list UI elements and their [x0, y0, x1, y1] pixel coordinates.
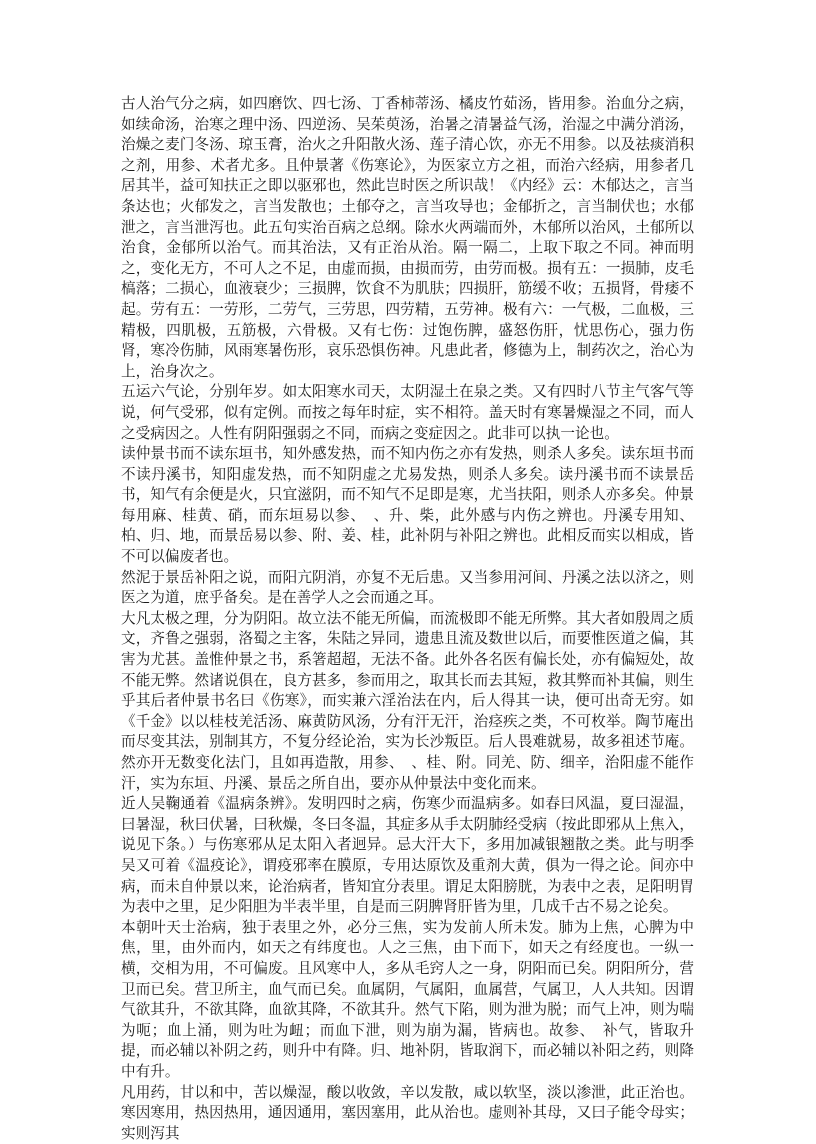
paragraph-yongyao: 凡用药，甘以和中，苦以燥湿，酸以收敛，辛以发散，咸以软坚，淡以渗泄，此正治也。寒因寒用，热因热用，通因通用，塞因塞用，此从治也。虚则补其母，又曰子能令母实；实则泻其 [121, 1083, 694, 1144]
paragraph-zhongjing-dongyuan: 读仲景书而不读东垣书，知外感发热，而不知内伤之亦有发热，则杀人多矣。读东垣书而不读丹溪书，知阳虚发热，而不知阴虚之尤易发热，则杀人多矣。读丹溪书而不读景岳书，知气有余便是火，只宜滋阴，而不知气不足即是寒，尤当扶阳，则杀人亦多矣。仲景每用麻、桂黄、硝，而东垣易以参、 、升、柴，此外感与内伤之辨也。丹溪专用知、柏、归、地，而景岳易以参、附、姜、桂，此补阴与补阳之辨也。此相反而实以相成，皆不可以偏废者也。 [121, 444, 694, 568]
paragraph-ye-tianshi: 本朝叶天士治病，独于表里之外，必分三焦，实为发前人所未发。肺为上焦，心脾为中焦，里，由外而内，如天之有纬度也。人之三焦，由下而下，如天之有经度也。一纵一横，交相为用，不可偏废。且风寒中人，多从毛窍人之一身，阴阳而已矣。阴阳所分，营卫而已矣。营卫所主，血气而已矣。血属阴，气属阳，血属营，气属卫，人人共知。因谓气欲其升，不欲其降，血欲其降，不欲其升。然气下陷，则为泄为脱；而气上冲，则为喘为呃；血上涌，则为吐为衄；而血下泄，则为崩为漏，皆病也。故参、 补气，皆取升提，而必辅以补阴之药，则升中有降。归、地补阴，皆取润下，而必辅以补阳之药，则降中有升。 [121, 918, 694, 1083]
paragraph-wuyun-liuqi: 五运六气论，分别年岁。如太阳寒水司天，太阴湿土在泉之类。又有四时八节主气客气等说，何气受邪，似有定例。而按之每年时症，实不相符。盖天时有寒暑燥湿之不同，而人之受病因之。人性有阴阳强弱之不同，而病之变症因之。此非可以执一论也。 [121, 382, 694, 444]
paragraph-jingyue: 然泥于景岳补阳之说，而阳亢阴消，亦复不无后患。又当参用河间、丹溪之法以济之，则医之为道，庶乎备矣。是在善学人之会而通之耳。 [121, 568, 694, 609]
paragraph-taiji: 大凡太极之理，分为阴阳。故立法不能无所偏，而流极即不能无所弊。其大者如殷周之质文，齐鲁之强弱，洛蜀之主客，朱陆之异同，遗患且流及数世以后，而要惟医道之偏，其害为尤甚。盖惟仲景之书，系箸超超，无法不备。此外各名医有偏长处，亦有偏短处，故不能无弊。然诸说俱在，良方甚多，参而用之，取其长而去其短，救其弊而补其偏，则生乎其后者仲景书名曰《伤寒》，而实兼六淫治法在内，后人得其一诀，便可出奇无穷。如《千金》以以桂枝羌活汤、麻黄防风汤，分有汗无汗，治痉疾之类，不可枚举。陶节庵出而尽变其法，别制其方，不复分经论治，实为长沙叛臣。后人畏难就易，故多祖述节庵。然亦开无数变化法门，且如再造散，用参、 、桂、附。同羌、防、细辛，治阳虚不能作汗，实为东垣、丹溪、景岳之所自出，要亦从仲景法中变化而来。 [121, 609, 694, 794]
paragraph-wen-bing: 近人吴鞠通着《温病条辨》。发明四时之病，伤寒少而温病多。如春曰风温，夏曰湿温，曰暑湿，秋曰伏暑，曰秋燥，冬曰冬温，其症多从手太阴肺经受病（按此即邪从上焦入，说见下条。）与伤寒邪从足太阳入者迥异。忌大汗大下，多用加减银翘散之类。此与明季吴又可着《温疫论》，谓疫邪率在膜原，专用达原饮及重剂大黄，俱为一得之论。间亦中病，而未自仲景以来，论治病者，皆知宜分表里。谓足太阳膀胱，为表中之表，足阳明胃为表中之里，足少阳胆为半表半里，自是而三阴脾肾肝皆为里，几成千古不易之论矣。 [121, 794, 694, 918]
paragraph-qifen: 古人治气分之病，如四磨饮、四七汤、丁香柿蒂汤、橘皮竹茹汤，皆用参。治血分之病，如续命汤，治寒之理中汤、四逆汤、吴茱萸汤，治暑之清暑益气汤，治湿之中满分消汤，治燥之麦门冬汤、琼玉膏，治火之升阳散火汤、莲子清心饮，亦无不用参。以及祛痰消积之剂，用参、术者尤多。且仲景著《伤寒论》，为医家立方之祖，而治六经病，用参者几居其半，益可知扶正之即以驱邪也，然此岂时医之所识哉！《内经》云：木郁达之，言当条达也；火郁发之，言当发散也；土郁夺之，言当攻导也；金郁折之，言当制伏也；水郁泄之，言当泄泻也。此五句实治百病之总纲。除水火两端而外，木郁所以治风，土郁所以治食，金郁所以治气。而其治法，又有正治从治。隔一隔二，上取下取之不同。神而明之，变化无方，不可人之不足，由虚而损，由损而劳，由劳而极。损有五：一损肺，皮毛槁落；二损心，血液衰少；三损脾，饮食不为肌肤；四损肝，筋缓不收；五损肾，骨痿不起。劳有五：一劳形，二劳气，三劳思，四劳精，五劳神。极有六：一气极，二血极，三精极，四肌极，五筋极，六骨极。又有七伤：过饱伤脾，盛怒伤肝，忧思伤心，强力伤肾，寒冷伤肺，风雨寒暑伤形，哀乐恐惧伤神。凡患此者，修德为上，制药次之，治心为上，治身次之。 [121, 94, 694, 382]
